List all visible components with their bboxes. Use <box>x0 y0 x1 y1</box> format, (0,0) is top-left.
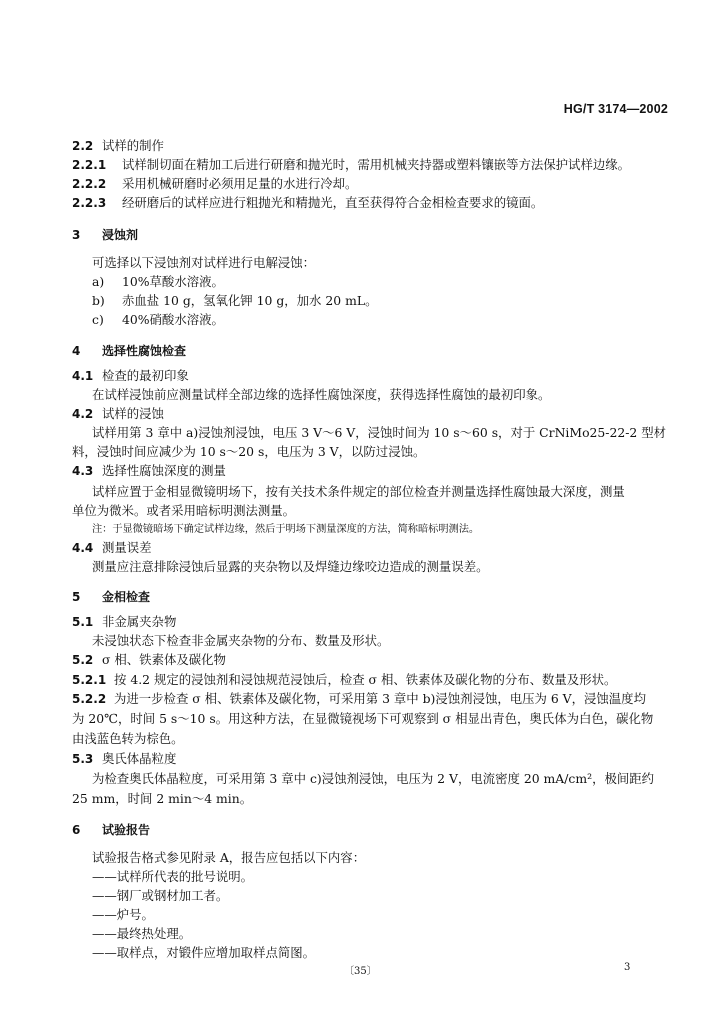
clause-2-2-2: 2.2.2 采用机械研磨时必须用足量的水进行冷却。 <box>72 176 358 191</box>
clause-2-2-3: 2.2.3 经研磨后的试样应进行粗抛光和精抛光，直至获得符合金相检查要求的镜面。 <box>72 195 544 210</box>
section-4-4-text: 测量应注意排除浸蚀后显露的夹杂物以及焊缝边缘咬边造成的测量误差。 <box>92 559 489 574</box>
clause-2-2-1: 2.2.1 试样制切面在精加工后进行研磨和抛光时，需用机械夹持器或塑料镶嵌等方法保护试样边缘。 <box>72 157 631 172</box>
section-4-3-text-line2: 单位为微米。或者采用暗标明测法测量。 <box>72 503 296 518</box>
report-item-5: ——取样点，对锻件应增加取样点简图。 <box>92 945 316 960</box>
list-item-b: b) 赤血盐 10 g，氢氧化钾 10 g，加水 20 mL。 <box>92 293 378 308</box>
list-item-c: c) 40%硝酸水溶液。 <box>92 312 224 327</box>
clause-5-2-2-line1: 5.2.2 为进一步检查 σ 相、铁素体及碳化物，可采用第 3 章中 b)浸蚀剂浸蚀，电压为 6 V，浸蚀温度均 <box>72 691 646 706</box>
section-4-3-heading: 4.3 选择性腐蚀深度的测量 <box>72 463 226 478</box>
standard-code: HG/T 3174—2002 <box>563 102 668 116</box>
section-4-2-heading: 4.2 试样的浸蚀 <box>72 406 164 421</box>
report-item-2: ——钢厂或钢材加工者。 <box>92 888 229 903</box>
section-5-1-text: 未浸蚀状态下检查非金属夹杂物的分布、数量及形状。 <box>92 633 390 648</box>
section-4-2-text-line1: 试样用第 3 章中 a)浸蚀剂浸蚀，电压 3 V～6 V，浸蚀时间为 10 s～60 s，对于 CrNiMo25-22-2 型材 <box>92 425 667 440</box>
section-5-3-text-line1: 为检查奥氏体晶粒度，可采用第 3 章中 c)浸蚀剂浸蚀，电压为 2 V，电流密度 20 mA/cm²，极间距约 <box>92 771 655 786</box>
section-5-1-heading: 5.1 非金属夹杂物 <box>72 614 177 629</box>
section-4-3-note: 注：于显微镜暗场下确定试样边缘，然后于明场下测量深度的方法，简称暗标明测法。 <box>92 524 480 535</box>
section-5-3-heading: 5.3 奥氏体晶粒度 <box>72 751 177 766</box>
section-3-heading: 3 浸蚀剂 <box>72 228 139 242</box>
clause-5-2-1: 5.2.1 按 4.2 规定的浸蚀剂和浸蚀规范浸蚀后，检查 σ 相、铁素体及碳化物的分布、数量及形状。 <box>72 672 617 687</box>
section-5-2-heading: 5.2 σ 相、铁素体及碳化物 <box>72 652 226 667</box>
report-item-1: ——试样所代表的批号说明。 <box>92 869 254 884</box>
section-4-1-text: 在试样浸蚀前应测量试样全部边缘的选择性腐蚀深度，获得选择性腐蚀的最初印象。 <box>92 387 551 402</box>
section-4-2-text-line2: 料，浸蚀时间应减少为 10 s～20 s，电压为 3 V，以防过浸蚀。 <box>72 444 426 459</box>
section-2-2-heading: 2.2 试样的制作 <box>72 138 164 153</box>
section-5-3-text-line2: 25 mm，时间 2 min～4 min。 <box>72 791 253 806</box>
section-4-3-text-line1: 试样应置于金相显微镜明场下，按有关技术条件规定的部位检查并测量选择性腐蚀最大深度，测量 <box>92 484 625 499</box>
section-4-1-heading: 4.1 检查的最初印象 <box>72 368 189 383</box>
section-6-heading: 6 试验报告 <box>72 823 151 837</box>
page-number: 3 <box>624 962 631 973</box>
section-4-heading: 4 选择性腐蚀检查 <box>72 344 187 358</box>
list-item-a: a) 10%草酸水溶液。 <box>92 274 224 289</box>
section-4-4-heading: 4.4 测量误差 <box>72 540 152 555</box>
footer-page-code: 〔35〕 <box>344 966 377 977</box>
section-6-intro: 试验报告格式参见附录 A，报告应包括以下内容： <box>92 850 366 865</box>
clause-5-2-2-line3: 由浅蓝色转为棕色。 <box>72 731 184 746</box>
section-3-intro: 可选择以下浸蚀剂对试样进行电解浸蚀： <box>92 255 316 270</box>
report-item-3: ——炉号。 <box>92 907 154 922</box>
report-item-4: ——最终热处理。 <box>92 926 192 941</box>
clause-5-2-2-line2: 为 20℃，时间 5 s～10 s。用这种方法，在显微镜视场下可观察到 σ 相显出青色，奥氏体为白色，碳化物 <box>72 711 654 726</box>
section-5-heading: 5 金相检查 <box>72 590 151 604</box>
